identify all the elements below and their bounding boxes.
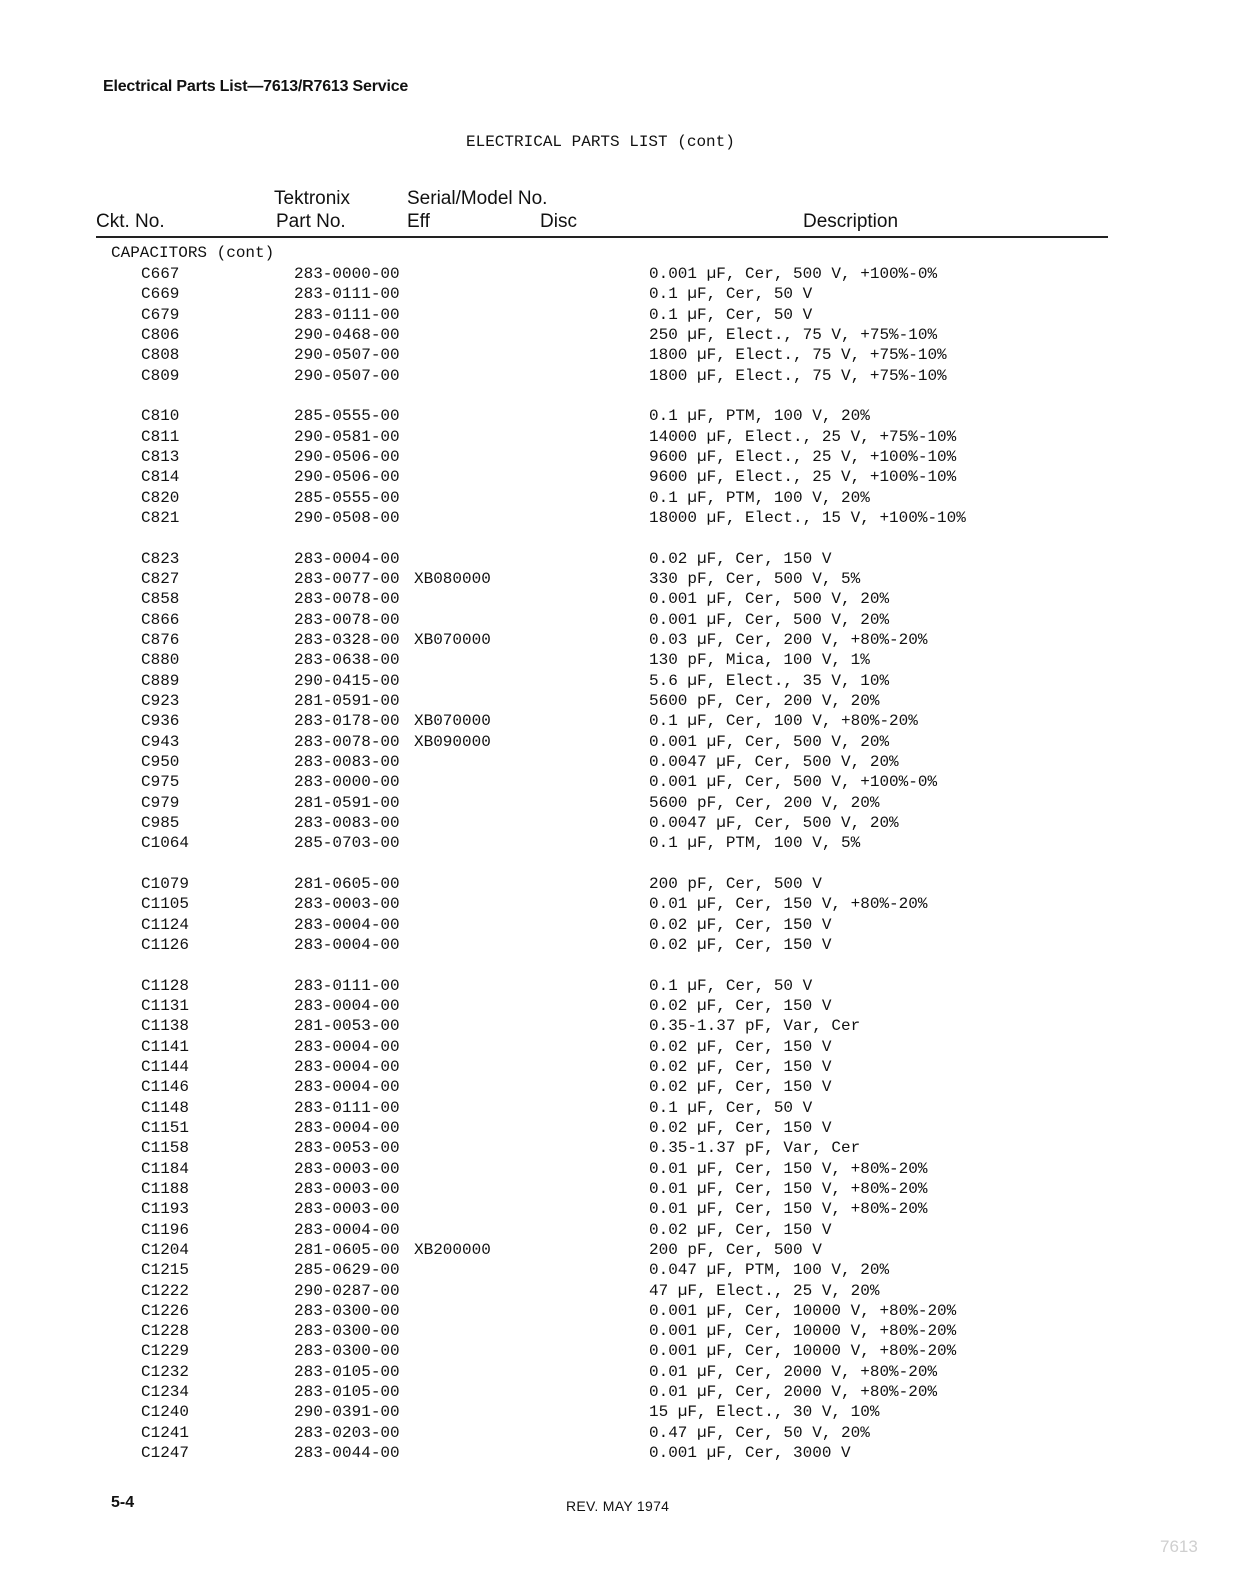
part-no-cell: 283-0004-00 (294, 916, 400, 934)
part-no-cell: 281-0605-00 (294, 875, 400, 893)
description-cell: 0.02 µF, Cer, 150 V (649, 1078, 832, 1096)
description-cell: 0.001 µF, Cer, 10000 V, +80%-20% (649, 1302, 957, 1320)
table-row (0, 1321, 1237, 1341)
description-cell: 0.01 µF, Cer, 150 V, +80%-20% (649, 1180, 928, 1198)
ckt-no-cell: C1222 (141, 1282, 190, 1300)
ckt-no-cell: C985 (141, 814, 180, 832)
table-row (0, 1281, 1237, 1301)
revision-date: REV. MAY 1974 (566, 1498, 670, 1514)
ckt-no-cell: C679 (141, 306, 180, 324)
part-no-cell: 290-0391-00 (294, 1403, 400, 1421)
part-no-cell: 290-0506-00 (294, 448, 400, 466)
table-row (0, 650, 1237, 670)
part-no-cell: 283-0077-00 (294, 570, 400, 588)
part-no-cell: 283-0300-00 (294, 1322, 400, 1340)
description-cell: 250 µF, Elect., 75 V, +75%-10% (649, 326, 938, 344)
description-cell: 0.02 µF, Cer, 150 V (649, 1058, 832, 1076)
ckt-no-cell: C1234 (141, 1383, 190, 1401)
ckt-no-cell: C1184 (141, 1160, 190, 1178)
description-cell: 0.02 µF, Cer, 150 V (649, 997, 832, 1015)
ckt-no-cell: C923 (141, 692, 180, 710)
description-cell: 0.02 µF, Cer, 150 V (649, 916, 832, 934)
ckt-no-cell: C1204 (141, 1241, 190, 1259)
ckt-no-cell: C827 (141, 570, 180, 588)
table-row (0, 610, 1237, 630)
ckt-no-cell: C866 (141, 611, 180, 629)
part-no-cell: 290-0507-00 (294, 346, 400, 364)
part-no-cell: 283-0328-00 (294, 631, 400, 649)
part-no-cell: 285-0555-00 (294, 407, 400, 425)
table-row (0, 1260, 1237, 1280)
watermark: 7613 (1160, 1537, 1198, 1556)
page-header: Electrical Parts List—7613/R7613 Service (103, 78, 409, 95)
table-row (0, 508, 1237, 528)
description-cell: 0.1 µF, Cer, 100 V, +80%-20% (649, 712, 918, 730)
ckt-no-cell: C1232 (141, 1363, 190, 1381)
serial-eff-cell: XB090000 (414, 733, 491, 751)
ckt-no-cell: C1240 (141, 1403, 190, 1421)
table-row (0, 630, 1237, 650)
description-cell: 18000 µF, Elect., 15 V, +100%-10% (649, 509, 966, 527)
part-no-cell: 283-0111-00 (294, 285, 400, 303)
description-cell: 0.001 µF, Cer, 10000 V, +80%-20% (649, 1322, 957, 1340)
ckt-no-cell: C814 (141, 468, 180, 486)
col-tektronix: Tektronix (274, 188, 351, 209)
table-row (0, 549, 1237, 569)
description-cell: 0.1 µF, PTM, 100 V, 20% (649, 407, 870, 425)
table-row (0, 264, 1237, 284)
ckt-no-cell: C1158 (141, 1139, 190, 1157)
table-row (0, 915, 1237, 935)
ckt-no-cell: C1141 (141, 1038, 190, 1056)
ckt-no-cell: C820 (141, 489, 180, 507)
ckt-no-cell: C1241 (141, 1424, 190, 1442)
description-cell: 0.1 µF, Cer, 50 V (649, 977, 813, 995)
part-no-cell: 283-0004-00 (294, 1221, 400, 1239)
col-part-no: Part No. (276, 211, 346, 232)
description-cell: 0.02 µF, Cer, 150 V (649, 936, 832, 954)
part-no-cell: 285-0555-00 (294, 489, 400, 507)
ckt-no-cell: C810 (141, 407, 180, 425)
ckt-no-cell: C1105 (141, 895, 190, 913)
description-cell: 9600 µF, Elect., 25 V, +100%-10% (649, 448, 957, 466)
part-no-cell: 283-0044-00 (294, 1444, 400, 1462)
part-no-cell: 285-0629-00 (294, 1261, 400, 1279)
ckt-no-cell: C1247 (141, 1444, 190, 1462)
description-cell: 200 pF, Cer, 500 V (649, 875, 822, 893)
table-row (0, 1159, 1237, 1179)
table-row (0, 345, 1237, 365)
table-row (0, 1240, 1237, 1260)
description-cell: 330 pF, Cer, 500 V, 5% (649, 570, 861, 588)
description-cell: 0.1 µF, Cer, 50 V (649, 1099, 813, 1117)
ckt-no-cell: C1064 (141, 834, 190, 852)
description-cell: 0.001 µF, Cer, 500 V, 20% (649, 611, 890, 629)
part-no-cell: 290-0415-00 (294, 672, 400, 690)
ckt-no-cell: C1146 (141, 1078, 190, 1096)
ckt-no-cell: C1124 (141, 916, 190, 934)
part-no-cell: 283-0004-00 (294, 997, 400, 1015)
table-row (0, 1118, 1237, 1138)
description-cell: 0.01 µF, Cer, 2000 V, +80%-20% (649, 1383, 938, 1401)
description-cell: 0.001 µF, Cer, 500 V, 20% (649, 590, 890, 608)
description-cell: 15 µF, Elect., 30 V, 10% (649, 1403, 880, 1421)
ckt-no-cell: C1138 (141, 1017, 190, 1035)
table-row (0, 488, 1237, 508)
part-no-cell: 283-0003-00 (294, 1180, 400, 1198)
serial-eff-cell: XB200000 (414, 1241, 491, 1259)
part-no-cell: 281-0053-00 (294, 1017, 400, 1035)
ckt-no-cell: C821 (141, 509, 180, 527)
list-title: ELECTRICAL PARTS LIST (cont) (466, 133, 735, 151)
part-no-cell: 283-0000-00 (294, 773, 400, 791)
ckt-no-cell: C1128 (141, 977, 190, 995)
table-row (0, 1138, 1237, 1158)
table-row (0, 976, 1237, 996)
part-no-cell: 283-0105-00 (294, 1383, 400, 1401)
table-row (0, 874, 1237, 894)
ckt-no-cell: C979 (141, 794, 180, 812)
ckt-no-cell: C1131 (141, 997, 190, 1015)
ckt-no-cell: C943 (141, 733, 180, 751)
description-cell: 0.01 µF, Cer, 2000 V, +80%-20% (649, 1363, 938, 1381)
part-no-cell: 283-0105-00 (294, 1363, 400, 1381)
part-no-cell: 283-0004-00 (294, 1058, 400, 1076)
description-cell: 9600 µF, Elect., 25 V, +100%-10% (649, 468, 957, 486)
ckt-no-cell: C936 (141, 712, 180, 730)
table-row (0, 1362, 1237, 1382)
table-row (0, 752, 1237, 772)
table-row (0, 1443, 1237, 1463)
description-cell: 0.001 µF, Cer, 500 V, +100%-0% (649, 773, 938, 791)
description-cell: 0.02 µF, Cer, 150 V (649, 1038, 832, 1056)
description-cell: 1800 µF, Elect., 75 V, +75%-10% (649, 346, 947, 364)
description-cell: 0.47 µF, Cer, 50 V, 20% (649, 1424, 870, 1442)
ckt-no-cell: C667 (141, 265, 180, 283)
table-row (0, 691, 1237, 711)
table-row (0, 833, 1237, 853)
part-no-cell: 290-0581-00 (294, 428, 400, 446)
part-no-cell: 283-0004-00 (294, 1038, 400, 1056)
part-no-cell: 283-0004-00 (294, 936, 400, 954)
description-cell: 0.047 µF, PTM, 100 V, 20% (649, 1261, 890, 1279)
part-no-cell: 283-0004-00 (294, 550, 400, 568)
description-cell: 0.03 µF, Cer, 200 V, +80%-20% (649, 631, 928, 649)
description-cell: 0.35-1.37 pF, Var, Cer (649, 1017, 861, 1035)
part-no-cell: 290-0287-00 (294, 1282, 400, 1300)
description-cell: 200 pF, Cer, 500 V (649, 1241, 822, 1259)
table-row (0, 284, 1237, 304)
table-row (0, 671, 1237, 691)
table-row (0, 894, 1237, 914)
serial-eff-cell: XB070000 (414, 631, 491, 649)
table-row (0, 325, 1237, 345)
description-cell: 0.1 µF, Cer, 50 V (649, 306, 813, 324)
description-cell: 0.001 µF, Cer, 500 V, 20% (649, 733, 890, 751)
table-row (0, 366, 1237, 386)
col-disc: Disc (540, 211, 577, 232)
part-no-cell: 283-0300-00 (294, 1342, 400, 1360)
ckt-no-cell: C1229 (141, 1342, 190, 1360)
ckt-no-cell: C811 (141, 428, 180, 446)
ckt-no-cell: C669 (141, 285, 180, 303)
ckt-no-cell: C1215 (141, 1261, 190, 1279)
part-no-cell: 283-0078-00 (294, 611, 400, 629)
table-row (0, 1402, 1237, 1422)
table-row (0, 1057, 1237, 1077)
part-no-cell: 290-0508-00 (294, 509, 400, 527)
description-cell: 0.001 µF, Cer, 3000 V (649, 1444, 851, 1462)
part-no-cell: 283-0003-00 (294, 1200, 400, 1218)
description-cell: 5600 pF, Cer, 200 V, 20% (649, 692, 880, 710)
table-row (0, 772, 1237, 792)
col-serial-model: Serial/Model No. (407, 188, 548, 209)
part-no-cell: 283-0111-00 (294, 1099, 400, 1117)
part-no-cell: 283-0111-00 (294, 977, 400, 995)
description-cell: 0.02 µF, Cer, 150 V (649, 1119, 832, 1137)
ckt-no-cell: C823 (141, 550, 180, 568)
ckt-no-cell: C1228 (141, 1322, 190, 1340)
description-cell: 0.01 µF, Cer, 150 V, +80%-20% (649, 1200, 928, 1218)
description-cell: 0.1 µF, PTM, 100 V, 20% (649, 489, 870, 507)
part-no-cell: 283-0053-00 (294, 1139, 400, 1157)
table-row (0, 305, 1237, 325)
ckt-no-cell: C950 (141, 753, 180, 771)
description-cell: 5600 pF, Cer, 200 V, 20% (649, 794, 880, 812)
description-cell: 14000 µF, Elect., 25 V, +75%-10% (649, 428, 957, 446)
ckt-no-cell: C1079 (141, 875, 190, 893)
table-row (0, 935, 1237, 955)
part-no-cell: 283-0111-00 (294, 306, 400, 324)
table-row (0, 1098, 1237, 1118)
part-no-cell: 283-0078-00 (294, 733, 400, 751)
table-row (0, 1199, 1237, 1219)
part-no-cell: 281-0605-00 (294, 1241, 400, 1259)
description-cell: 5.6 µF, Elect., 35 V, 10% (649, 672, 890, 690)
table-row (0, 732, 1237, 752)
part-no-cell: 281-0591-00 (294, 692, 400, 710)
table-row (0, 1341, 1237, 1361)
table-row (0, 569, 1237, 589)
serial-eff-cell: XB070000 (414, 712, 491, 730)
table-row (0, 1382, 1237, 1402)
ckt-no-cell: C889 (141, 672, 180, 690)
ckt-no-cell: C1126 (141, 936, 190, 954)
table-row (0, 1077, 1237, 1097)
part-no-cell: 283-0203-00 (294, 1424, 400, 1442)
table-row (0, 589, 1237, 609)
ckt-no-cell: C880 (141, 651, 180, 669)
description-cell: 0.0047 µF, Cer, 500 V, 20% (649, 814, 899, 832)
part-no-cell: 283-0000-00 (294, 265, 400, 283)
description-cell: 0.02 µF, Cer, 150 V (649, 1221, 832, 1239)
ckt-no-cell: C1226 (141, 1302, 190, 1320)
part-no-cell: 290-0468-00 (294, 326, 400, 344)
table-row (0, 1423, 1237, 1443)
part-no-cell: 290-0507-00 (294, 367, 400, 385)
table-row (0, 447, 1237, 467)
table-row (0, 1301, 1237, 1321)
part-no-cell: 283-0078-00 (294, 590, 400, 608)
description-cell: 0.35-1.37 pF, Var, Cer (649, 1139, 861, 1157)
col-description: Description (803, 211, 899, 232)
table-row (0, 467, 1237, 487)
ckt-no-cell: C858 (141, 590, 180, 608)
ckt-no-cell: C1196 (141, 1221, 190, 1239)
ckt-no-cell: C809 (141, 367, 180, 385)
table-row (0, 406, 1237, 426)
ckt-no-cell: C1151 (141, 1119, 190, 1137)
part-no-cell: 285-0703-00 (294, 834, 400, 852)
part-no-cell: 283-0178-00 (294, 712, 400, 730)
table-row (0, 427, 1237, 447)
description-cell: 0.1 µF, Cer, 50 V (649, 285, 813, 303)
part-no-cell: 283-0083-00 (294, 814, 400, 832)
ckt-no-cell: C876 (141, 631, 180, 649)
part-no-cell: 283-0004-00 (294, 1119, 400, 1137)
table-row (0, 711, 1237, 731)
ckt-no-cell: C1193 (141, 1200, 190, 1218)
part-no-cell: 290-0506-00 (294, 468, 400, 486)
part-no-cell: 283-0003-00 (294, 1160, 400, 1178)
col-eff: Eff (407, 211, 430, 232)
part-no-cell: 283-0004-00 (294, 1078, 400, 1096)
description-cell: 1800 µF, Elect., 75 V, +75%-10% (649, 367, 947, 385)
ckt-no-cell: C813 (141, 448, 180, 466)
part-no-cell: 283-0083-00 (294, 753, 400, 771)
ckt-no-cell: C1148 (141, 1099, 190, 1117)
table-row (0, 996, 1237, 1016)
table-row (0, 1016, 1237, 1036)
serial-eff-cell: XB080000 (414, 570, 491, 588)
description-cell: 130 pF, Mica, 100 V, 1% (649, 651, 870, 669)
ckt-no-cell: C975 (141, 773, 180, 791)
col-ckt-no: Ckt. No. (96, 211, 165, 232)
part-no-cell: 283-0300-00 (294, 1302, 400, 1320)
description-cell: 0.1 µF, PTM, 100 V, 5% (649, 834, 861, 852)
ckt-no-cell: C1188 (141, 1180, 190, 1198)
section-label: CAPACITORS (cont) (111, 244, 275, 262)
table-row (0, 1037, 1237, 1057)
ckt-no-cell: C1144 (141, 1058, 190, 1076)
table-row (0, 813, 1237, 833)
part-no-cell: 283-0638-00 (294, 651, 400, 669)
description-cell: 0.001 µF, Cer, 10000 V, +80%-20% (649, 1342, 957, 1360)
description-cell: 0.02 µF, Cer, 150 V (649, 550, 832, 568)
table-row (0, 793, 1237, 813)
part-no-cell: 281-0591-00 (294, 794, 400, 812)
page-number: 5-4 (111, 1494, 135, 1511)
table-row (0, 1220, 1237, 1240)
table-row (0, 1179, 1237, 1199)
ckt-no-cell: C808 (141, 346, 180, 364)
description-cell: 47 µF, Elect., 25 V, 20% (649, 1282, 880, 1300)
description-cell: 0.01 µF, Cer, 150 V, +80%-20% (649, 895, 928, 913)
part-no-cell: 283-0003-00 (294, 895, 400, 913)
description-cell: 0.001 µF, Cer, 500 V, +100%-0% (649, 265, 938, 283)
description-cell: 0.0047 µF, Cer, 500 V, 20% (649, 753, 899, 771)
ckt-no-cell: C806 (141, 326, 180, 344)
description-cell: 0.01 µF, Cer, 150 V, +80%-20% (649, 1160, 928, 1178)
